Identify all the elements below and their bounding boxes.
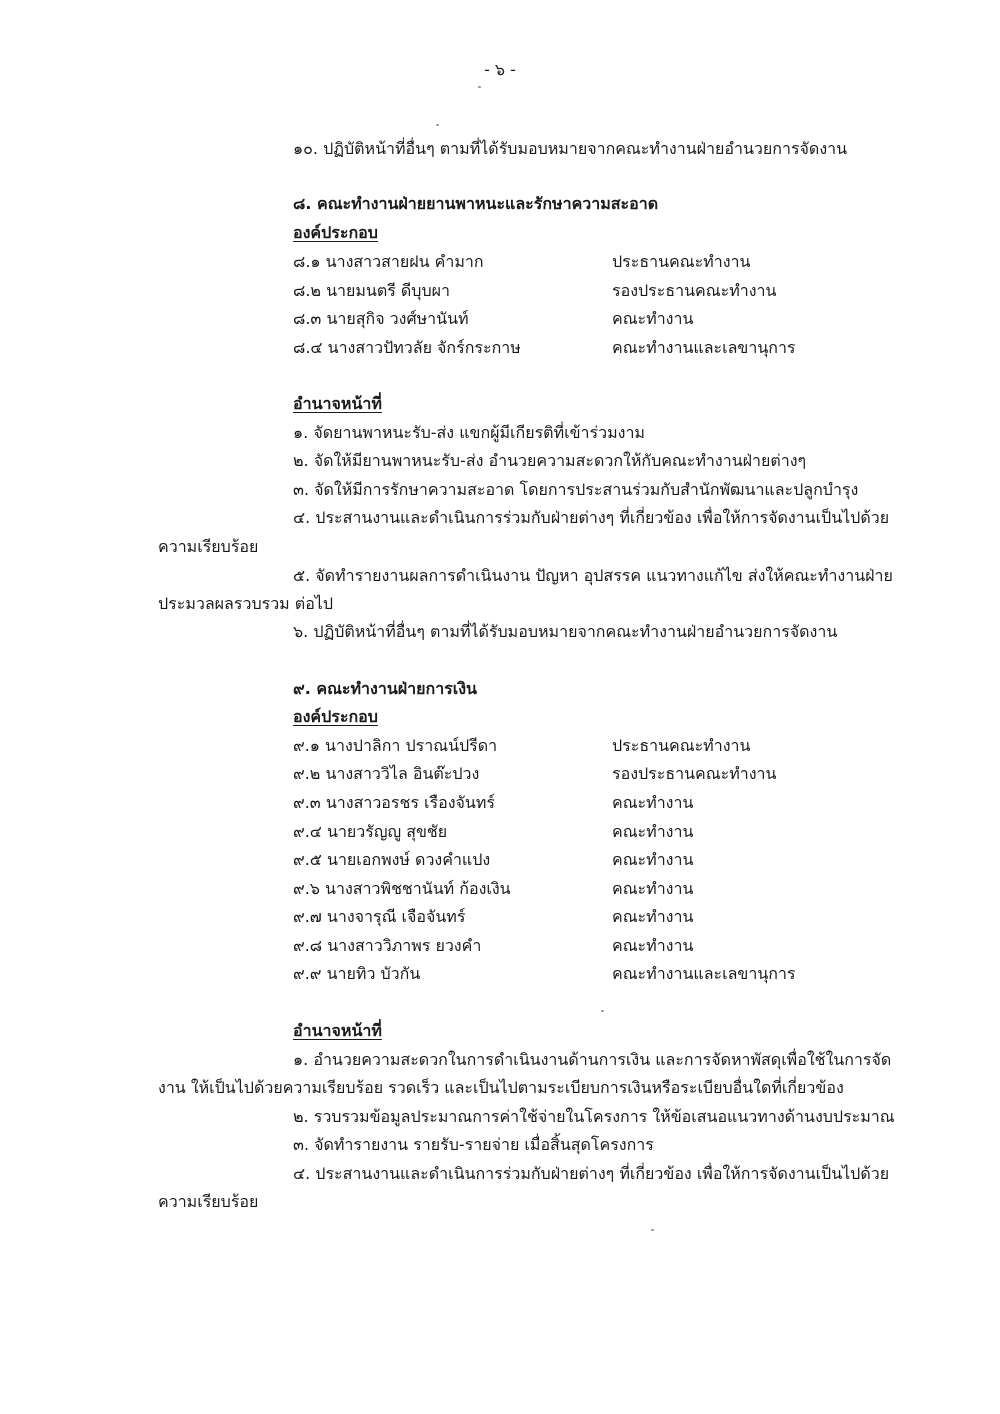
member-role: คณะทำงาน (612, 822, 694, 841)
section-8-composition-heading: องค์ประกอบ (293, 223, 378, 242)
duty-item: ๓. จัดทำรายงาน รายรับ-รายจ่าย เมื่อสิ้นสุดโครงการ (293, 1135, 654, 1154)
section-9-duties-heading: อำนาจหน้าที่ (293, 1021, 382, 1040)
duty-item-continuation: ประมวลผลรวบรวม ต่อไป (158, 594, 334, 613)
member-role: คณะทำงาน (612, 850, 694, 869)
duty-item: ๒. จัดให้มียานพาหนะรับ-ส่ง อำนวยความสะดวกให้กับคณะทำงานฝ่ายต่างๆ (293, 451, 807, 470)
scan-speck (601, 1010, 604, 1012)
duty-item: ๔. ประสานงานและดำเนินการร่วมกับฝ่ายต่างๆ ที่เกี่ยวข้อง เพื่อให้การจัดงานเป็นไปด้วย (293, 508, 890, 527)
member-role: รองประธานคณะทำงาน (612, 281, 777, 300)
duty-item: ๑. จัดยานพาหนะรับ-ส่ง แขกผู้มีเกียรติที่เข้าร่วมงาม (293, 423, 645, 442)
duty-item: ๑. อำนวยความสะดวกในการดำเนินงานด้านการเงิน และการจัดหาพัสดุเพื่อใช้ในการจัด (293, 1050, 892, 1069)
duty-item: ๕. จัดทำรายงานผลการดำเนินงาน ปัญหา อุปสรรค แนวทางแก้ไข ส่งให้คณะทำงานฝ่าย (293, 566, 893, 585)
member-name: ๙.๘ นางสาววิภาพร ยวงคำ (293, 936, 482, 955)
section-8-title: ๘. คณะทำงานฝ่ายยานพาหนะและรักษาความสะอาด (293, 194, 659, 213)
member-name: ๘.๒ นายมนตรี ดีบุบผา (293, 281, 450, 300)
member-role: คณะทำงาน (612, 879, 694, 898)
member-name: ๘.๓ นายสุกิจ วงศ์ษานันท์ (293, 309, 469, 328)
duty-item: ๒. รวบรวมข้อมูลประมาณการค่าใช้จ่ายในโครงการ ให้ข้อเสนอแนวทางด้านงบประมาณ (293, 1107, 895, 1126)
member-role: ประธานคณะทำงาน (612, 736, 751, 755)
duty-item-continuation: งาน ให้เป็นไปด้วยความเรียบร้อย รวดเร็ว และเป็นไปตามระเบียบการเงินหรือระเบียบอื่นใดที่เกี่ยวข้อง (158, 1078, 844, 1097)
member-name: ๙.๓ นางสาวอรชร เรืองจันทร์ (293, 793, 495, 812)
member-name: ๘.๔ นางสาวปัทวลัย จักร์กระกาษ (293, 338, 521, 357)
duty-item: ๖. ปฏิบัติหน้าที่อื่นๆ ตามที่ได้รับมอบหมายจากคณะทำงานฝ่ายอำนวยการจัดงาน (293, 622, 838, 641)
member-name: ๙.๒ นางสาววิไล อินต๊ะปวง (293, 764, 480, 783)
member-name: ๙.๖ นางสาวพิชชานันท์ ก้องเงิน (293, 879, 511, 898)
duty-item-continuation: ความเรียบร้อย (158, 537, 259, 556)
member-role: คณะทำงาน (612, 907, 694, 926)
member-role: คณะทำงาน (612, 936, 694, 955)
member-role: รองประธานคณะทำงาน (612, 764, 777, 783)
member-role: คณะทำงาน (612, 793, 694, 812)
duty-item: ๔. ประสานงานและดำเนินการร่วมกับฝ่ายต่างๆ ที่เกี่ยวข้อง เพื่อให้การจัดงานเป็นไปด้วย (293, 1164, 890, 1183)
member-name: ๙.๑ นางปาลิกา ปราณน์ปรีดา (293, 736, 498, 755)
member-role: คณะทำงานและเลขานุการ (612, 338, 796, 357)
scan-speck (651, 1229, 654, 1231)
member-role: ประธานคณะทำงาน (612, 252, 751, 271)
section-9-composition-heading: องค์ประกอบ (293, 707, 378, 726)
duty-item-continuation: ความเรียบร้อย (158, 1192, 259, 1211)
page-number: - ๖ - (484, 60, 516, 79)
carry-over-duty: ๑๐. ปฏิบัติหน้าที่อื่นๆ ตามที่ได้รับมอบหมายจากคณะทำงานฝ่ายอำนวยการจัดงาน (293, 139, 848, 158)
section-8-duties-heading: อำนาจหน้าที่ (293, 394, 382, 413)
member-name: ๙.๔ นายวรัญญู สุขชัย (293, 822, 448, 841)
member-role: คณะทำงาน (612, 309, 694, 328)
duty-item: ๓. จัดให้มีการรักษาความสะอาด โดยการประสานร่วมกับสำนักพัฒนาและปลูกบำรุง (293, 480, 859, 499)
scan-speck (436, 124, 439, 126)
member-role: คณะทำงานและเลขานุการ (612, 964, 796, 983)
scan-speck (478, 86, 481, 88)
member-name: ๙.๙ นายทิว บัวกัน (293, 964, 421, 983)
member-name: ๘.๑ นางสาวสายฝน คำมาก (293, 252, 484, 271)
member-name: ๙.๗ นางจารุณี เจือจันทร์ (293, 907, 466, 926)
member-name: ๙.๕ นายเอกพงษ์ ดวงคำแปง (293, 850, 491, 869)
section-9-title: ๙. คณะทำงานฝ่ายการเงิน (293, 679, 477, 698)
